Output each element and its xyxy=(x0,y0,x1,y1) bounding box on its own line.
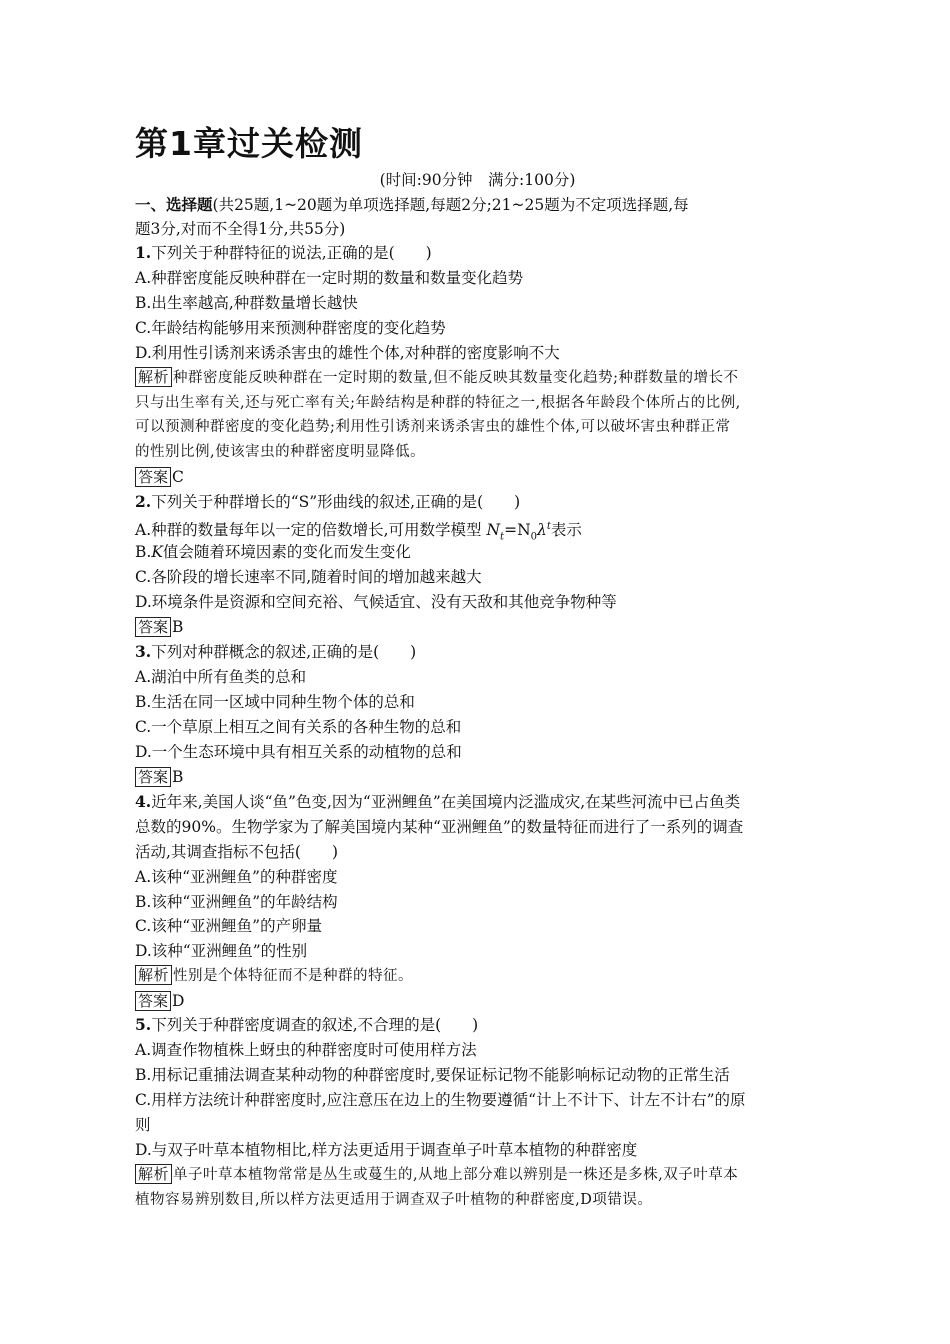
q3-answer-value: B xyxy=(172,768,184,786)
analysis-tag: 解析 xyxy=(135,367,172,387)
q4-option-a: A.该种“亚洲鲤鱼”的种群密度 xyxy=(135,868,338,886)
q5-analysis-1: 解析 单子叶草本植物常常是丛生或蔓生的,从地上部分难以辨别是一株还是多株,双子叶草本 xyxy=(135,1163,738,1187)
q3-option-d: D.一个生态环境中具有相互关系的动植物的总和 xyxy=(135,743,462,761)
q5-option-a: A.调查作物植株上蚜虫的种群密度时可使用样方法 xyxy=(135,1041,477,1059)
q1-analysis-3: 可以预测种群密度的变化趋势;利用性引诱剂来诱杀害虫的雄性个体,可以破坏害虫种群正常 xyxy=(135,419,731,435)
answer-tag: 答案 xyxy=(135,767,171,787)
answer-tag: 答案 xyxy=(135,991,171,1011)
q1-option-d: D.利用性引诱剂来诱杀害虫的雄性个体,对种群的密度影响不大 xyxy=(135,344,560,362)
question-4-stem-1: 4.近年来,美国人谈“鱼”色变,因为“亚洲鲤鱼”在美国境内泛滥成灾,在某些河流中已占鱼类 xyxy=(135,792,741,811)
q4-option-c: C.该种“亚洲鲤鱼”的产卵量 xyxy=(135,917,323,935)
q2-option-a: A.种群的数量每年以一定的倍数增长,可用数学模型 $N_t=N_0\lambda^t$表示 xyxy=(135,521,582,543)
q1-analysis-2: 只与出生率有关,还与死亡率有关;年龄结构是种群的特征之一,根据各年龄段个体所占的比例, xyxy=(135,395,741,411)
page-title: 第1章过关检测 xyxy=(135,124,363,163)
analysis-tag: 解析 xyxy=(135,1164,172,1184)
q3-answer xyxy=(135,765,183,789)
section-desc-2: 题3分,对而不全得1分,共55分) xyxy=(135,220,346,238)
q5-option-c: C.用样方法统计种群密度时,应注意压在边上的生物要遵循“计上不计下、计左不计右”的原 xyxy=(135,1091,746,1109)
section-heading: 一、选择题 xyxy=(135,195,213,214)
q2-option-d: D.环境条件是资源和空间充裕、气候适宜、没有天敌和其他竞争物种等 xyxy=(135,593,617,611)
question-3-stem: 3.下列对种群概念的叙述,正确的是( ) xyxy=(135,642,417,661)
analysis-tag: 解析 xyxy=(135,965,172,985)
q3-option-b: B.生活在同一区域中同种生物个体的总和 xyxy=(135,693,415,711)
q2-option-c: C.各阶段的增长速率不同,随着时间的增加越来越大 xyxy=(135,568,482,586)
question-5-stem: 5.下列关于种群密度调查的叙述,不合理的是( ) xyxy=(135,1015,479,1034)
q5-analysis-2: 植物容易辨别数目,所以样方法更适用于调查双子叶植物的种群密度,D项错误。 xyxy=(135,1192,653,1208)
q3-option-a: A.湖泊中所有鱼类的总和 xyxy=(135,668,307,686)
q1-analysis-4: 的性别比例,使该害虫的种群密度明显降低。 xyxy=(135,444,426,460)
q5-option-d: D.与双子叶草本植物相比,样方法更适用于调查单子叶草本植物的种群密度 xyxy=(135,1141,638,1159)
q2-answer xyxy=(135,615,183,639)
section-heading-line xyxy=(135,193,689,217)
q2-option-b: B.K值会随着环境因素的变化而发生变化 xyxy=(135,543,411,561)
q1-answer-value: C xyxy=(172,468,184,486)
answer-tag: 答案 xyxy=(135,617,171,637)
q4-option-d: D.该种“亚洲鲤鱼”的性别 xyxy=(135,942,308,960)
q4-analysis: 解析 性别是个体特征而不是种群的特征。 xyxy=(135,964,413,988)
q2-answer-value: B xyxy=(172,618,184,636)
question-2-stem: 2.下列关于种群增长的“S”形曲线的叙述,正确的是( ) xyxy=(135,492,521,511)
q4-answer xyxy=(135,989,184,1013)
q4-option-b: B.该种“亚洲鲤鱼”的年龄结构 xyxy=(135,893,338,911)
section-desc: (共25题,1~20题为单项选择题,每题2分;21~25题为不定项选择题,每 xyxy=(212,196,689,214)
q5-option-b: B.用标记重捕法调查某种动物的种群密度时,要保证标记物不能影响标记动物的正常生活 xyxy=(135,1066,730,1084)
question-1-stem: 1.下列关于种群特征的说法,正确的是( ) xyxy=(135,243,432,262)
q3-option-c: C.一个草原上相互之间有关系的各种生物的总和 xyxy=(135,718,462,736)
question-4-stem-2: 总数的90%。生物学家为了解美国境内某种“亚洲鲤鱼”的数量特征而进行了一系列的调查 xyxy=(135,818,744,836)
q1-analysis-1: 解析 种群密度能反映种群在一定时期的数量,但不能反映其数量变化趋势;种群数量的增长不 xyxy=(135,366,739,390)
q4-answer-value: D xyxy=(172,992,185,1010)
exam-meta: (时间:90分钟 满分:100分) xyxy=(379,171,576,189)
q5-option-c-cont: 则 xyxy=(135,1116,151,1134)
q1-option-b: B.出生率越高,种群数量增长越快 xyxy=(135,294,358,312)
q1-option-c: C.年龄结构能够用来预测种群密度的变化趋势 xyxy=(135,319,446,337)
q1-option-a: A.种群密度能反映种群在一定时期的数量和数量变化趋势 xyxy=(135,269,524,287)
answer-tag: 答案 xyxy=(135,467,171,487)
question-4-stem-3: 活动,其调查指标不包括( ) xyxy=(135,843,339,861)
q1-answer xyxy=(135,465,184,489)
